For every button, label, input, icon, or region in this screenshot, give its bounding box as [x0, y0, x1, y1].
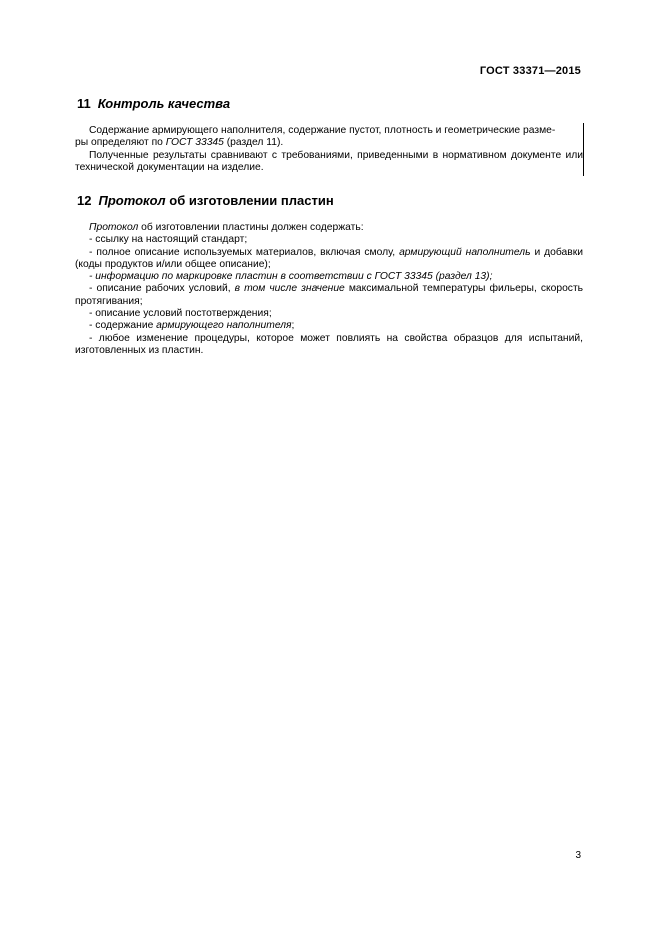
section-12-heading	[77, 193, 334, 208]
section-12-number: 12	[77, 193, 92, 208]
section-11-paragraph-2: Полученные результаты сравнивают с требованиями, приведенными в нормативном документе или технической документации на изделие.	[75, 149, 583, 173]
section-11-paragraph-1a: Содержание армирующего наполнителя, содержание пустот, плотность и геометрические разме-	[89, 125, 556, 136]
list-item-6: - содержание армирующего наполнителя;	[89, 320, 295, 332]
section-12-title-rest: об изготовлении пластин	[165, 193, 334, 208]
section-12-title-italic: Протокол	[98, 193, 166, 208]
section-11-body	[75, 125, 583, 174]
page-number: 3	[575, 850, 581, 861]
list-item-5: - описание условий постотверждения;	[89, 308, 272, 320]
section-11-title: Контроль качества	[97, 96, 231, 111]
section-11-paragraph-1b: ры определяют по ГОСТ 33345 (раздел 11).	[75, 137, 284, 149]
list-item-2: - полное описание используемых материалов, включая смолу, армирующий наполнитель и добавки (коды продуктов и/или общее описание);	[75, 246, 584, 270]
section-12-body	[75, 222, 583, 357]
list-item-7: - любое изменение процедуры, которое может повлиять на свойства образцов для испытаний, изготовленных из пластин.	[75, 332, 583, 356]
section-11-number: 11	[77, 96, 91, 111]
section-11-heading	[77, 96, 230, 111]
list-item-3: - информацию по маркировке пластин в соответствии с ГОСТ 33345 (раздел 13);	[89, 271, 493, 283]
protocol-intro: Протокол об изготовлении пластины должен содержать:	[89, 222, 364, 233]
list-item-1: - ссылку на настоящий стандарт;	[89, 234, 248, 246]
change-bar	[583, 123, 584, 176]
document-header: ГОСТ 33371—2015	[479, 65, 581, 77]
gost-reference: ГОСТ 33345	[165, 137, 224, 149]
list-item-4: - описание рабочих условий, в том числе значение максимальной температуры фильеры, скорость протягивания;	[75, 283, 584, 307]
